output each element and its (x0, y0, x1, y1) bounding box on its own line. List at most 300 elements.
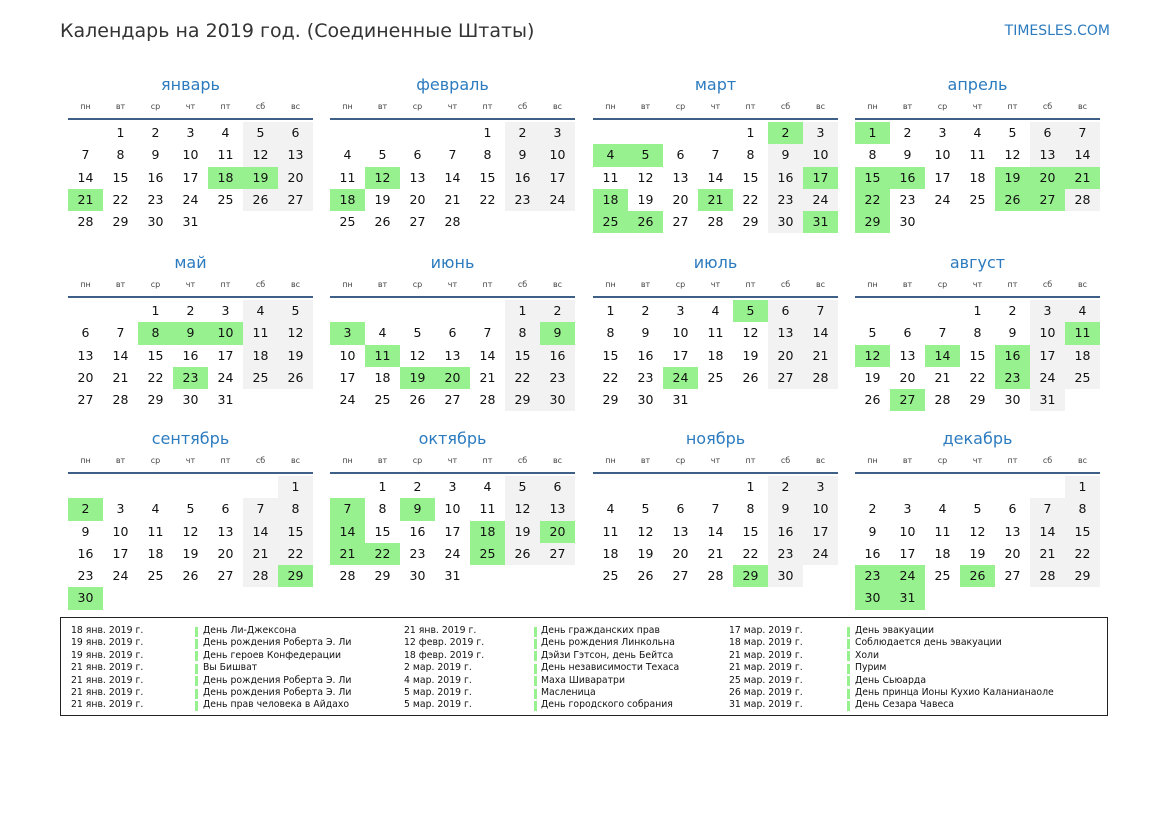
day-cell[interactable]: 8 (1065, 498, 1100, 520)
day-cell[interactable]: 28 (112, 392, 129, 408)
day-cell[interactable]: 20 (77, 369, 94, 385)
day-cell[interactable]: 29 (742, 214, 759, 230)
day-cell[interactable]: 19 (864, 369, 881, 385)
holiday-cell[interactable]: 17 (803, 167, 838, 189)
day-cell[interactable]: 24 (803, 543, 838, 565)
day-cell[interactable]: 4 (151, 501, 160, 517)
day-cell[interactable]: 16 (147, 169, 164, 185)
day-cell[interactable]: 16 (637, 347, 654, 363)
day-cell[interactable]: 15 (374, 523, 391, 539)
day-cell[interactable]: 5 (378, 147, 387, 163)
day-cell[interactable]: 7 (803, 300, 838, 322)
day-cell[interactable]: 17 (1030, 345, 1065, 367)
day-cell[interactable]: 3 (938, 125, 947, 140)
day-cell[interactable]: 25 (934, 568, 951, 584)
day-cell[interactable]: 16 (182, 347, 199, 363)
day-cell[interactable]: 4 (938, 501, 947, 517)
day-cell[interactable]: 15 (969, 347, 986, 363)
day-cell[interactable]: 27 (672, 214, 689, 230)
day-cell[interactable]: 28 (1030, 565, 1065, 587)
day-cell[interactable]: 3 (448, 479, 457, 494)
day-cell[interactable]: 6 (1008, 501, 1017, 517)
day-cell[interactable]: 28 (934, 392, 951, 408)
day-cell[interactable]: 31 (1030, 389, 1065, 411)
day-cell[interactable]: 10 (1030, 322, 1065, 344)
day-cell[interactable]: 8 (746, 501, 755, 517)
day-cell[interactable]: 15 (742, 523, 759, 539)
day-cell[interactable]: 29 (374, 568, 391, 584)
day-cell[interactable]: 26 (864, 392, 881, 408)
holiday-cell[interactable]: 31 (803, 211, 838, 233)
day-cell[interactable]: 29 (112, 214, 129, 230)
day-cell[interactable]: 6 (540, 476, 575, 498)
holiday-cell[interactable]: 18 (208, 167, 243, 189)
holiday-cell[interactable]: 20 (540, 521, 575, 543)
day-cell[interactable]: 15 (602, 347, 619, 363)
day-cell[interactable]: 24 (540, 189, 575, 211)
day-cell[interactable]: 10 (803, 144, 838, 166)
holiday-cell[interactable]: 23 (855, 565, 890, 587)
day-cell[interactable]: 24 (1030, 367, 1065, 389)
day-cell[interactable]: 17 (444, 523, 461, 539)
day-cell[interactable]: 12 (243, 144, 278, 166)
day-cell[interactable]: 16 (77, 545, 94, 561)
day-cell[interactable]: 31 (672, 392, 689, 408)
day-cell[interactable]: 24 (112, 568, 129, 584)
day-cell[interactable]: 2 (903, 125, 912, 140)
day-cell[interactable]: 28 (707, 214, 724, 230)
day-cell[interactable]: 17 (182, 169, 199, 185)
day-cell[interactable]: 1 (505, 300, 540, 322)
day-cell[interactable]: 13 (409, 169, 426, 185)
day-cell[interactable]: 1 (483, 125, 492, 140)
day-cell[interactable]: 8 (278, 498, 313, 520)
day-cell[interactable]: 10 (112, 523, 129, 539)
day-cell[interactable]: 25 (147, 568, 164, 584)
day-cell[interactable]: 2 (641, 303, 650, 318)
day-cell[interactable]: 8 (378, 501, 387, 517)
day-cell[interactable]: 15 (1065, 521, 1100, 543)
day-cell[interactable]: 10 (182, 147, 199, 163)
holiday-cell[interactable]: 11 (365, 345, 400, 367)
day-cell[interactable]: 10 (339, 347, 356, 363)
holiday-cell[interactable]: 12 (365, 167, 400, 189)
day-cell[interactable]: 15 (278, 521, 313, 543)
day-cell[interactable]: 26 (243, 189, 278, 211)
day-cell[interactable]: 14 (479, 347, 496, 363)
holiday-cell[interactable]: 29 (855, 211, 890, 233)
day-cell[interactable]: 14 (1065, 144, 1100, 166)
holiday-cell[interactable]: 22 (365, 543, 400, 565)
day-cell[interactable]: 25 (969, 191, 986, 207)
day-cell[interactable]: 1 (606, 303, 615, 318)
day-cell[interactable]: 3 (803, 476, 838, 498)
day-cell[interactable]: 5 (278, 300, 313, 322)
day-cell[interactable]: 9 (903, 147, 912, 163)
day-cell[interactable]: 27 (409, 214, 426, 230)
holiday-cell[interactable]: 31 (890, 587, 925, 609)
day-cell[interactable]: 9 (505, 144, 540, 166)
day-cell[interactable]: 17 (339, 369, 356, 385)
day-cell[interactable]: 11 (217, 147, 234, 163)
day-cell[interactable]: 2 (186, 303, 195, 318)
day-cell[interactable]: 28 (77, 214, 94, 230)
day-cell[interactable]: 6 (448, 325, 457, 341)
day-cell[interactable]: 11 (147, 523, 164, 539)
day-cell[interactable]: 10 (444, 501, 461, 517)
day-cell[interactable]: 20 (672, 191, 689, 207)
day-cell[interactable]: 7 (711, 501, 720, 517)
day-cell[interactable]: 12 (409, 347, 426, 363)
holiday-cell[interactable]: 18 (593, 189, 628, 211)
day-cell[interactable]: 19 (637, 545, 654, 561)
day-cell[interactable]: 24 (217, 369, 234, 385)
day-cell[interactable]: 8 (116, 147, 125, 163)
day-cell[interactable]: 7 (1065, 122, 1100, 144)
day-cell[interactable]: 4 (483, 479, 492, 494)
day-cell[interactable]: 9 (151, 147, 160, 163)
day-cell[interactable]: 1 (151, 303, 160, 318)
day-cell[interactable]: 16 (505, 167, 540, 189)
day-cell[interactable]: 5 (868, 325, 877, 341)
day-cell[interactable]: 9 (81, 523, 90, 539)
day-cell[interactable]: 19 (742, 347, 759, 363)
holiday-cell[interactable]: 29 (278, 565, 313, 587)
day-cell[interactable]: 19 (637, 191, 654, 207)
day-cell[interactable]: 14 (1030, 521, 1065, 543)
day-cell[interactable]: 31 (182, 214, 199, 230)
day-cell[interactable]: 13 (1004, 523, 1021, 539)
day-cell[interactable]: 4 (378, 325, 387, 341)
day-cell[interactable]: 13 (672, 523, 689, 539)
day-cell[interactable]: 31 (217, 392, 234, 408)
holiday-cell[interactable]: 22 (855, 189, 890, 211)
day-cell[interactable]: 2 (1008, 303, 1017, 318)
day-cell[interactable]: 12 (1004, 147, 1021, 163)
day-cell[interactable]: 8 (868, 147, 877, 163)
day-cell[interactable]: 30 (899, 214, 916, 230)
holiday-cell[interactable]: 19 (243, 167, 278, 189)
day-cell[interactable]: 14 (707, 523, 724, 539)
holiday-cell[interactable]: 7 (330, 498, 365, 520)
day-cell[interactable]: 3 (803, 122, 838, 144)
day-cell[interactable]: 10 (803, 498, 838, 520)
day-cell[interactable]: 3 (1030, 300, 1065, 322)
day-cell[interactable]: 13 (540, 498, 575, 520)
day-cell[interactable]: 5 (973, 501, 982, 517)
day-cell[interactable]: 29 (1065, 565, 1100, 587)
day-cell[interactable]: 15 (479, 169, 496, 185)
day-cell[interactable]: 16 (409, 523, 426, 539)
day-cell[interactable]: 24 (339, 392, 356, 408)
day-cell[interactable]: 2 (151, 125, 160, 140)
day-cell[interactable]: 23 (768, 189, 803, 211)
holiday-cell[interactable]: 9 (173, 322, 208, 344)
day-cell[interactable]: 19 (969, 545, 986, 561)
day-cell[interactable]: 7 (483, 325, 492, 341)
day-cell[interactable]: 24 (934, 191, 951, 207)
holiday-cell[interactable]: 5 (628, 144, 663, 166)
day-cell[interactable]: 17 (803, 521, 838, 543)
day-cell[interactable]: 28 (339, 568, 356, 584)
holiday-cell[interactable]: 16 (890, 167, 925, 189)
day-cell[interactable]: 12 (742, 325, 759, 341)
day-cell[interactable]: 27 (278, 189, 313, 211)
day-cell[interactable]: 3 (186, 125, 195, 140)
holiday-cell[interactable]: 5 (733, 300, 768, 322)
day-cell[interactable]: 18 (243, 345, 278, 367)
day-cell[interactable]: 21 (112, 369, 129, 385)
day-cell[interactable]: 10 (934, 147, 951, 163)
day-cell[interactable]: 15 (742, 169, 759, 185)
holiday-cell[interactable]: 2 (68, 498, 103, 520)
holiday-cell[interactable]: 25 (593, 211, 628, 233)
day-cell[interactable]: 4 (221, 125, 230, 140)
day-cell[interactable]: 26 (742, 369, 759, 385)
day-cell[interactable]: 4 (343, 147, 352, 163)
holiday-cell[interactable]: 26 (995, 189, 1030, 211)
day-cell[interactable]: 11 (602, 169, 619, 185)
day-cell[interactable]: 16 (768, 167, 803, 189)
holiday-cell[interactable]: 3 (330, 322, 365, 344)
day-cell[interactable]: 29 (147, 392, 164, 408)
day-cell[interactable]: 9 (1008, 325, 1017, 341)
day-cell[interactable]: 3 (116, 501, 125, 517)
day-cell[interactable]: 19 (374, 191, 391, 207)
day-cell[interactable]: 23 (505, 189, 540, 211)
day-cell[interactable]: 15 (112, 169, 129, 185)
day-cell[interactable]: 7 (116, 325, 125, 341)
day-cell[interactable]: 10 (899, 523, 916, 539)
day-cell[interactable]: 1 (746, 125, 755, 140)
day-cell[interactable]: 20 (217, 545, 234, 561)
day-cell[interactable]: 2 (505, 122, 540, 144)
day-cell[interactable]: 16 (768, 521, 803, 543)
day-cell[interactable]: 11 (934, 523, 951, 539)
day-cell[interactable]: 22 (969, 369, 986, 385)
day-cell[interactable]: 2 (868, 501, 877, 517)
day-cell[interactable]: 13 (1030, 144, 1065, 166)
holiday-cell[interactable]: 9 (540, 322, 575, 344)
day-cell[interactable]: 22 (278, 543, 313, 565)
day-cell[interactable]: 20 (1004, 545, 1021, 561)
holiday-cell[interactable]: 20 (1030, 167, 1065, 189)
day-cell[interactable]: 11 (602, 523, 619, 539)
holiday-cell[interactable]: 19 (995, 167, 1030, 189)
day-cell[interactable]: 24 (444, 545, 461, 561)
day-cell[interactable]: 25 (374, 392, 391, 408)
day-cell[interactable]: 18 (602, 545, 619, 561)
day-cell[interactable]: 23 (77, 568, 94, 584)
day-cell[interactable]: 2 (413, 479, 422, 494)
day-cell[interactable]: 28 (243, 565, 278, 587)
day-cell[interactable]: 12 (637, 523, 654, 539)
day-cell[interactable]: 7 (243, 498, 278, 520)
holiday-cell[interactable]: 27 (1030, 189, 1065, 211)
day-cell[interactable]: 21 (479, 369, 496, 385)
day-cell[interactable]: 13 (77, 347, 94, 363)
day-cell[interactable]: 10 (672, 325, 689, 341)
day-cell[interactable]: 30 (637, 392, 654, 408)
day-cell[interactable]: 8 (973, 325, 982, 341)
holiday-cell[interactable]: 23 (173, 367, 208, 389)
day-cell[interactable]: 31 (444, 568, 461, 584)
day-cell[interactable]: 6 (81, 325, 90, 341)
day-cell[interactable]: 27 (1004, 568, 1021, 584)
day-cell[interactable]: 28 (444, 214, 461, 230)
holiday-cell[interactable]: 18 (330, 189, 365, 211)
day-cell[interactable]: 21 (803, 345, 838, 367)
day-cell[interactable]: 22 (602, 369, 619, 385)
day-cell[interactable]: 14 (77, 169, 94, 185)
day-cell[interactable]: 8 (746, 147, 755, 163)
day-cell[interactable]: 9 (641, 325, 650, 341)
day-cell[interactable]: 6 (278, 122, 313, 144)
day-cell[interactable]: 27 (217, 568, 234, 584)
day-cell[interactable]: 20 (672, 545, 689, 561)
day-cell[interactable]: 20 (768, 345, 803, 367)
day-cell[interactable]: 28 (479, 392, 496, 408)
day-cell[interactable]: 1 (116, 125, 125, 140)
day-cell[interactable]: 9 (768, 144, 803, 166)
holiday-cell[interactable]: 11 (1065, 322, 1100, 344)
day-cell[interactable]: 18 (969, 169, 986, 185)
day-cell[interactable]: 6 (221, 501, 230, 517)
day-cell[interactable]: 17 (934, 169, 951, 185)
day-cell[interactable]: 16 (864, 545, 881, 561)
day-cell[interactable]: 11 (707, 325, 724, 341)
holiday-cell[interactable]: 14 (925, 345, 960, 367)
day-cell[interactable]: 8 (505, 322, 540, 344)
day-cell[interactable]: 2 (540, 300, 575, 322)
site-name[interactable]: TIMESLES.COM (1004, 23, 1110, 39)
day-cell[interactable]: 25 (602, 568, 619, 584)
day-cell[interactable]: 10 (540, 144, 575, 166)
day-cell[interactable]: 26 (637, 568, 654, 584)
day-cell[interactable]: 7 (938, 325, 947, 341)
day-cell[interactable]: 6 (413, 147, 422, 163)
day-cell[interactable]: 5 (1008, 125, 1017, 140)
holiday-cell[interactable]: 8 (138, 322, 173, 344)
day-cell[interactable]: 27 (768, 367, 803, 389)
day-cell[interactable]: 23 (540, 367, 575, 389)
holiday-cell[interactable]: 25 (470, 543, 505, 565)
day-cell[interactable]: 23 (899, 191, 916, 207)
day-cell[interactable]: 21 (1030, 543, 1065, 565)
day-cell[interactable]: 22 (742, 191, 759, 207)
day-cell[interactable]: 18 (147, 545, 164, 561)
day-cell[interactable]: 6 (676, 147, 685, 163)
day-cell[interactable]: 4 (1065, 300, 1100, 322)
holiday-cell[interactable]: 18 (470, 521, 505, 543)
holiday-cell[interactable]: 19 (400, 367, 435, 389)
day-cell[interactable]: 12 (278, 322, 313, 344)
day-cell[interactable]: 30 (768, 565, 803, 587)
holiday-cell[interactable]: 10 (208, 322, 243, 344)
holiday-cell[interactable]: 15 (855, 167, 890, 189)
day-cell[interactable]: 18 (374, 369, 391, 385)
holiday-cell[interactable]: 30 (68, 587, 103, 609)
holiday-cell[interactable]: 1 (855, 122, 890, 144)
day-cell[interactable]: 5 (243, 122, 278, 144)
day-cell[interactable]: 30 (540, 389, 575, 411)
day-cell[interactable]: 3 (903, 501, 912, 517)
day-cell[interactable]: 24 (803, 189, 838, 211)
day-cell[interactable]: 1 (973, 303, 982, 318)
day-cell[interactable]: 17 (672, 347, 689, 363)
day-cell[interactable]: 4 (243, 300, 278, 322)
day-cell[interactable]: 15 (147, 347, 164, 363)
day-cell[interactable]: 4 (606, 501, 615, 517)
day-cell[interactable]: 5 (505, 476, 540, 498)
day-cell[interactable]: 14 (803, 322, 838, 344)
day-cell[interactable]: 26 (505, 543, 540, 565)
day-cell[interactable]: 30 (409, 568, 426, 584)
day-cell[interactable]: 22 (479, 191, 496, 207)
day-cell[interactable]: 17 (112, 545, 129, 561)
day-cell[interactable]: 24 (182, 191, 199, 207)
holiday-cell[interactable]: 2 (768, 122, 803, 144)
day-cell[interactable]: 28 (707, 568, 724, 584)
day-cell[interactable]: 30 (1004, 392, 1021, 408)
day-cell[interactable]: 1 (746, 479, 755, 494)
day-cell[interactable]: 27 (672, 568, 689, 584)
day-cell[interactable]: 13 (278, 144, 313, 166)
day-cell[interactable]: 13 (672, 169, 689, 185)
day-cell[interactable]: 17 (217, 347, 234, 363)
day-cell[interactable]: 27 (540, 543, 575, 565)
holiday-cell[interactable]: 20 (435, 367, 470, 389)
day-cell[interactable]: 11 (479, 501, 496, 517)
day-cell[interactable]: 21 (243, 543, 278, 565)
holiday-cell[interactable]: 27 (890, 389, 925, 411)
day-cell[interactable]: 6 (1030, 122, 1065, 144)
holiday-cell[interactable]: 30 (855, 587, 890, 609)
day-cell[interactable]: 14 (243, 521, 278, 543)
day-cell[interactable]: 7 (1030, 498, 1065, 520)
day-cell[interactable]: 5 (186, 501, 195, 517)
day-cell[interactable]: 22 (505, 367, 540, 389)
day-cell[interactable]: 26 (409, 392, 426, 408)
day-cell[interactable]: 17 (899, 545, 916, 561)
day-cell[interactable]: 23 (147, 191, 164, 207)
holiday-cell[interactable]: 14 (330, 521, 365, 543)
day-cell[interactable]: 12 (505, 498, 540, 520)
day-cell[interactable]: 19 (182, 545, 199, 561)
day-cell[interactable]: 23 (637, 369, 654, 385)
day-cell[interactable]: 14 (707, 169, 724, 185)
day-cell[interactable]: 1 (278, 476, 313, 498)
holiday-cell[interactable]: 21 (68, 189, 103, 211)
day-cell[interactable]: 11 (339, 169, 356, 185)
holiday-cell[interactable]: 16 (995, 345, 1030, 367)
day-cell[interactable]: 11 (243, 322, 278, 344)
holiday-cell[interactable]: 12 (855, 345, 890, 367)
day-cell[interactable]: 12 (182, 523, 199, 539)
day-cell[interactable]: 29 (602, 392, 619, 408)
day-cell[interactable]: 30 (768, 211, 803, 233)
day-cell[interactable]: 1 (1065, 476, 1100, 498)
day-cell[interactable]: 22 (1065, 543, 1100, 565)
day-cell[interactable]: 6 (768, 300, 803, 322)
holiday-cell[interactable]: 21 (1065, 167, 1100, 189)
holiday-cell[interactable]: 23 (995, 367, 1030, 389)
day-cell[interactable]: 22 (742, 545, 759, 561)
holiday-cell[interactable]: 24 (663, 367, 698, 389)
day-cell[interactable]: 20 (899, 369, 916, 385)
day-cell[interactable]: 25 (243, 367, 278, 389)
day-cell[interactable]: 8 (606, 325, 615, 341)
